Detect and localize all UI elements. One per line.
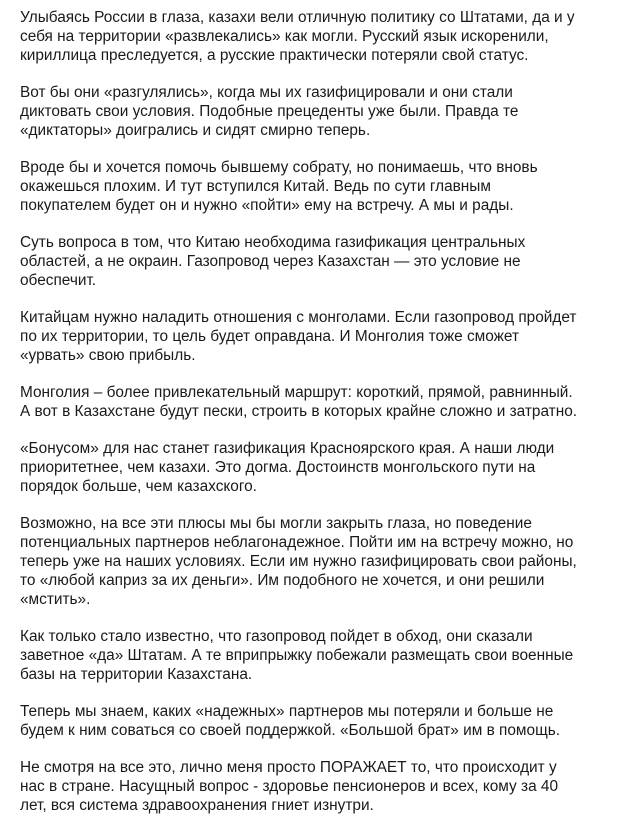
paragraph-2: Вот бы они «разгулялись», когда мы их газифицировали и они стали диктовать свои условия. Подобные прецеденты уже были. Правда те «диктаторы» доигрались и сидят смирно теперь. — [20, 84, 519, 139]
paragraph-3: Вроде бы и хочется помочь бывшему собрату, но понимаешь, что вновь окажешься плохим. И тут вступился Китай. Ведь по сути главным покупателем будет он и нужно «пойти» ему на встречу. А мы и рады. — [20, 159, 538, 214]
paragraph-8: Возможно, на все эти плюсы мы бы могли закрыть глаза, но поведение потенциальных партнеров неблагонадежное. Пойти им на встречу можно, но теперь уже на наших условиях. Если им нужно газифицировать свои районы, то «любой каприз за их деньги». Им подобного не хочется, и они решили «мстить». — [20, 515, 577, 608]
paragraph-11: Не смотря на все это, лично меня просто ПОРАЖАЕТ то, что происходит у нас в стране. Насущный вопрос - здоровье пенсионеров и всех, кому за 40 лет, вся система здравоохранения гниет изнутри. — [20, 759, 559, 814]
paragraph-9: Как только стало известно, что газопровод пойдет в обход, они сказали заветное «да» Штатам. А те вприпрыжку побежали размещать свои военные базы на территории Казахстана. — [20, 628, 574, 683]
paragraph-5: Китайцам нужно наладить отношения с монголами. Если газопровод пройдет по их территории, то цель будет оправдана. И Монголия тоже сможет «урвать» свою прибыль. — [20, 309, 577, 364]
paragraph-4: Суть вопроса в том, что Китаю необходима газификация центральных областей, а не окраин. Газопровод через Казахстан — это условие не обеспечит. — [20, 234, 526, 289]
paragraph-10: Теперь мы знаем, каких «надежных» партнеров мы потеряли и больше не будем к ним соваться со своей поддержкой. «Большой брат» им в помощь. — [20, 703, 561, 739]
paragraph-1: Улыбаясь России в глаза, казахи вели отличную политику со Штатами, да и у себя на территории «развлекались» как могли. Русский язык искоренили, кириллица преследуется, а русские практически потеряли свой статус. — [20, 9, 575, 64]
paragraph-6: Монголия – более привлекательный маршрут: короткий, прямой, равнинный. А вот в Казахстане будут пески, строить в которых крайне сложно и затратно. — [20, 384, 578, 420]
paragraph-7: «Бонусом» для нас станет газификация Красноярского края. А наши люди приоритетнее, чем казахи. Это догма. Достоинств монгольского пути на порядок больше, чем казахского. — [20, 440, 555, 495]
